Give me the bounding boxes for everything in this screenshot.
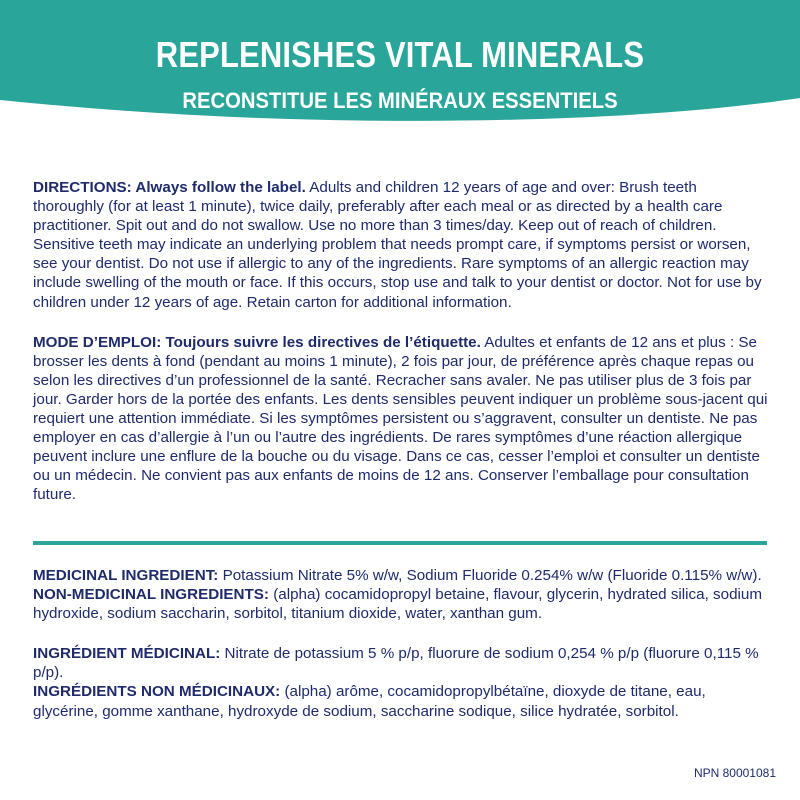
non-medicinal-ingredients-en	[33, 585, 770, 623]
page-title: REPLENISHES VITAL MINERALS	[155, 34, 645, 75]
medicinal-ingredient-en	[33, 566, 770, 585]
ingredients-section	[33, 566, 770, 721]
non-medicinal-ingredients-fr-text: (alpha) arôme, cocamidopropylbétaïne, dioxyde de titane, eau, glycérine, gomme xanthane, hydroxyde de sodium, saccharine sodique, silice hydratée, sorbitol.	[33, 683, 706, 720]
section-divider	[33, 541, 767, 545]
medicinal-ingredient-en-text: Potassium Nitrate 5% w/w, Sodium Fluoride 0.254% w/w (Fluoride 0.115% w/w).	[218, 567, 762, 584]
directions-label: DIRECTIONS: Always follow the label.	[33, 179, 306, 196]
header-banner	[0, 0, 800, 160]
directions-paragraph	[33, 178, 770, 312]
directions-text: Adults and children 12 years of age and over: Brush teeth thoroughly (for at least 1 minute), twice daily, preferably after each meal or as directed by a health care practitioner. Spit out and do not swallow. Use no more than 3 times/day. Keep out of reach of children. Sensitive teeth may indicate an underlying problem that needs prompt care, if symptoms persist or worsen, see your dentist. Do not use if allergic to any of the ingredients. Rare symptoms of an allergic reaction may include swelling of the mouth or face. If this occurs, stop use and talk to your dentist or doctor. Not for use by children under 12 years of age. Retain carton for additional information.	[33, 179, 762, 311]
medicinal-ingredient-fr	[33, 644, 770, 682]
non-medicinal-ingredients-fr-label: INGRÉDIENTS NON MÉDICINAUX:	[33, 683, 281, 701]
non-medicinal-ingredients-en-label: NON-MEDICINAL INGREDIENTS:	[33, 586, 269, 604]
mode-emploi-text: Adultes et enfants de 12 ans et plus : Se brosser les dents à fond (pendant au moins 1 minute), 2 fois par jour, de préférence après chaque repas ou selon les directives d’un professionnel de la santé. Recracher sans avaler. Ne pas utiliser plus de 3 fois par jour. Garder hors de la portée des enfants. Les dents sensibles peuvent indiquer un problème sous-jacent qui requiert une attention immédiate. Si les symptômes persistent ou s’aggravent, consulter un dentiste. Ne pas employer en cas d’allergie à l’un ou l’autre des ingrédients. De rares symptômes d’une réaction allergique peuvent inclure une enflure de la bouche ou du visage. Dans ce cas, cesser l’emploi et consulter un dentiste ou un médecin. Ne convient pas aux enfants de moins de 12 ans. Conserver l’emballage pour consultation future.	[33, 333, 768, 504]
medicinal-ingredient-fr-text: Nitrate de potassium 5 % p/p, fluorure de sodium 0,254 % p/p (fluorure 0,115 % p/p).	[33, 645, 759, 682]
non-medicinal-ingredients-fr	[33, 682, 770, 720]
directions-section	[33, 178, 770, 505]
non-medicinal-ingredients-en-text: (alpha) cocamidopropyl betaine, flavour, glycerin, hydrated silica, sodium hydroxide, sodium saccharin, sorbitol, titanium dioxide, water, xanthan gum.	[33, 586, 762, 623]
medicinal-ingredient-en-label: MEDICINAL INGREDIENT:	[33, 567, 219, 584]
page-subtitle: RECONSTITUE LES MINÉRAUX ESSENTIELS	[182, 88, 618, 113]
npn-number: NPN 80001081	[693, 766, 776, 780]
teal-wave-background	[0, 0, 800, 160]
mode-emploi-label: MODE D’EMPLOI: Toujours suivre les directives de l’étiquette.	[33, 333, 481, 351]
medicinal-ingredient-fr-label: INGRÉDIENT MÉDICINAL:	[33, 645, 221, 663]
mode-emploi-paragraph	[33, 333, 770, 505]
